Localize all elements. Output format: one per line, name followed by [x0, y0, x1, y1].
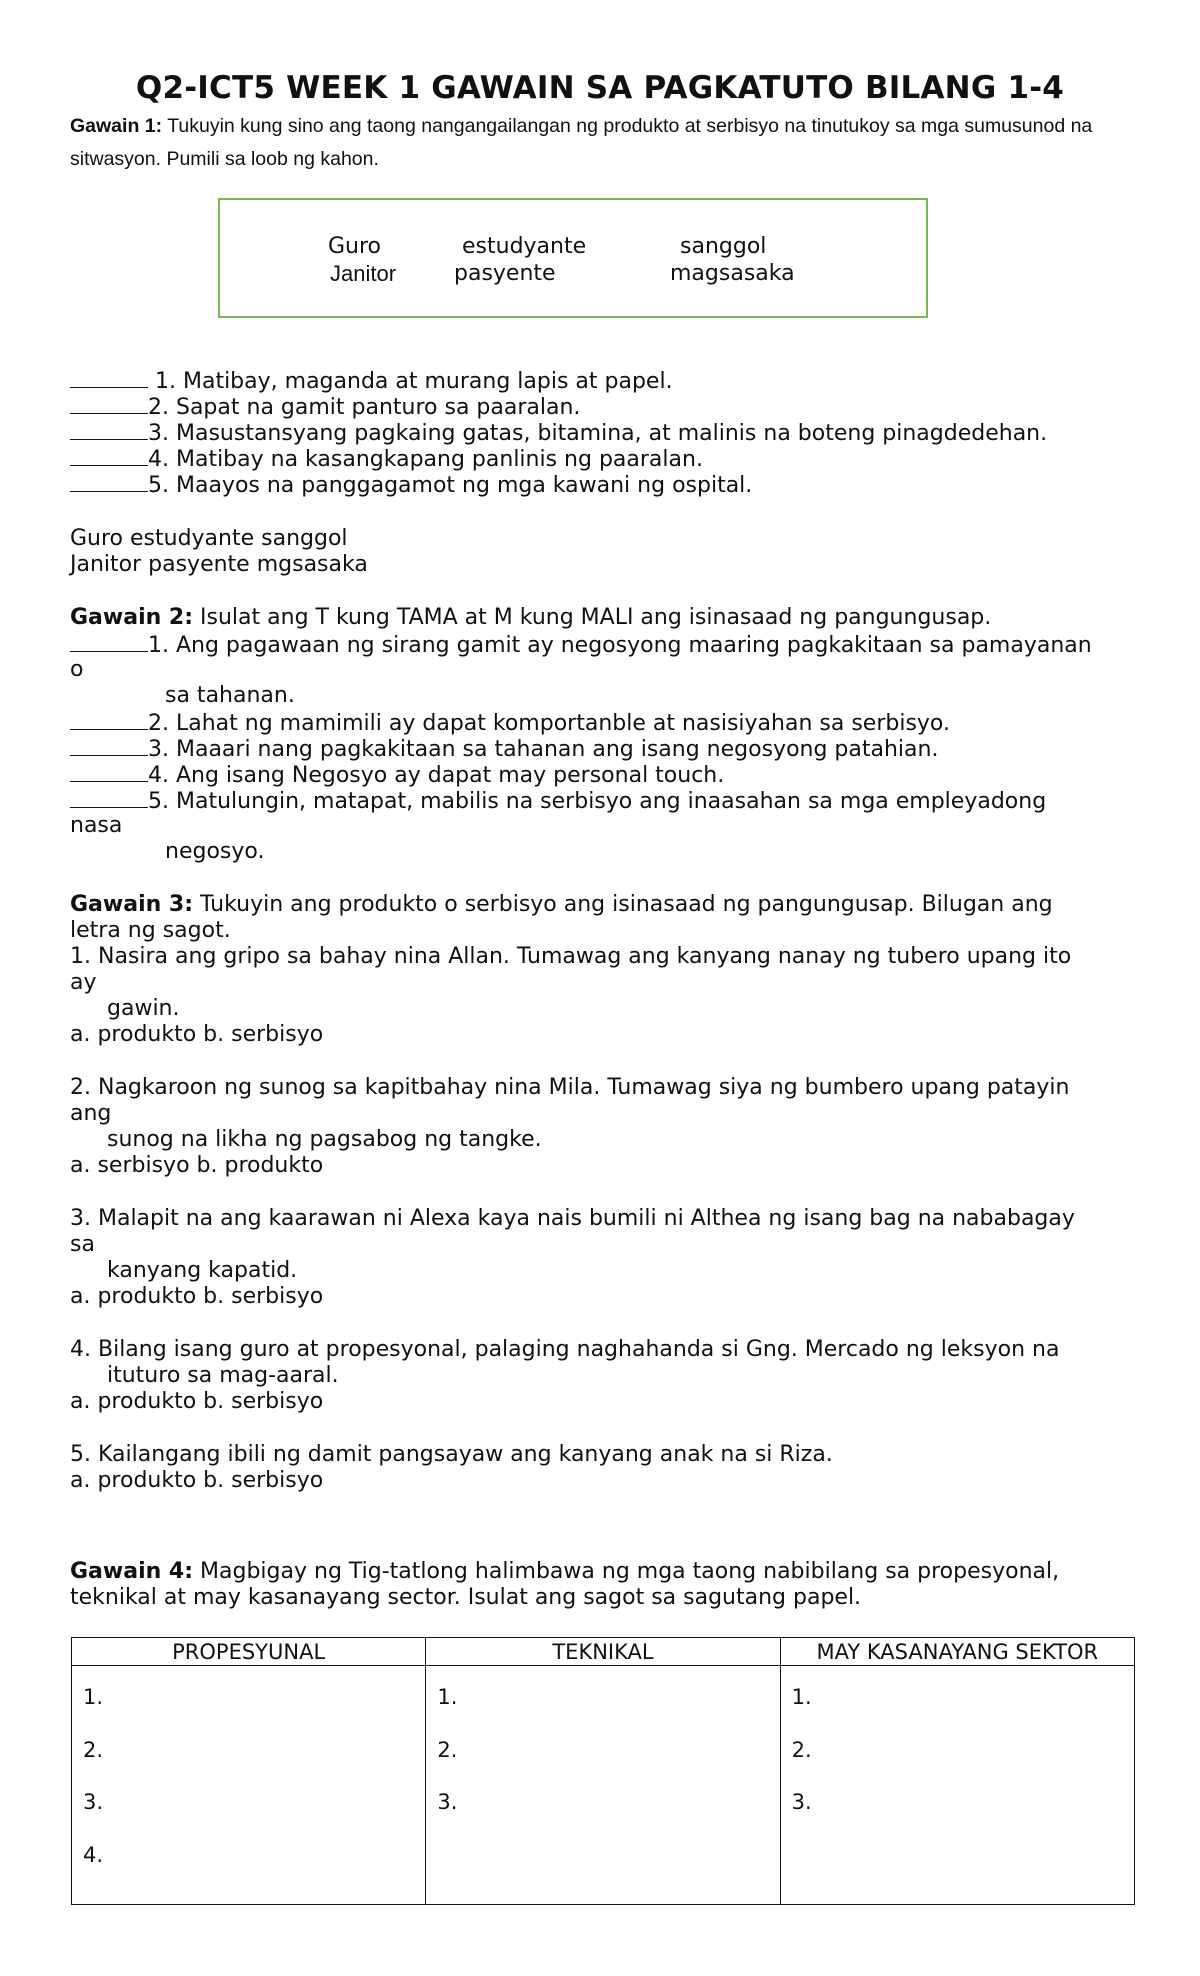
- gawain3-label: Gawain 3:: [70, 892, 194, 917]
- may-kasanayang-sektor-column[interactable]: [780, 1666, 1134, 1905]
- gawain2-instructions: Gawain 2: Isulat ang T kung TAMA at M kung MALI ang isinasaad ng pangungusap.: [70, 605, 992, 630]
- choice-guro: Guro: [328, 234, 382, 259]
- gawain2-item-1-wrap: o: [70, 657, 84, 682]
- gawain3-q5-choices[interactable]: a. produkto b. serbisyo: [70, 1468, 324, 1493]
- list-item: 3.: [83, 1790, 104, 1814]
- list-item: 2.: [83, 1737, 104, 1762]
- answer-blank: [70, 709, 148, 730]
- gawain3-q2-choices[interactable]: a. serbisyo b. produkto: [70, 1153, 324, 1178]
- answer-blank: [70, 631, 148, 652]
- gawain3-q1-choices[interactable]: a. produkto b. serbisyo: [70, 1022, 324, 1047]
- answer-blank: [70, 367, 148, 388]
- gawain3-q3-cont: kanyang kapatid.: [107, 1258, 298, 1283]
- gawain3-q1-cont: gawin.: [107, 996, 180, 1021]
- gawain1-instruction-text: Tukuyin kung sino ang taong nangangailangan ng produkto at serbisyo na tinutukoy sa mga sumusunod na sitwasyon. Pumili sa loob ng kahon.: [70, 115, 1093, 170]
- gawain3-q4-cont: ituturo sa mag-aaral.: [107, 1363, 339, 1388]
- gawain1-item-5: 5. Maayos na panggagamot ng mga kawani ng ospital.: [70, 471, 752, 499]
- gawain3-q3-wrap: sa: [70, 1232, 95, 1257]
- answer-blank: [70, 445, 148, 466]
- gawain3-q1-wrap: ay: [70, 970, 97, 995]
- gawain3-q2-cont: sunog na likha ng pagsabog ng tangke.: [107, 1127, 542, 1152]
- gawain1-item-4: 4. Matibay na kasangkapang panlinis ng paaralan.: [70, 445, 703, 473]
- gawain3-instructions-cont: letra ng sagot.: [70, 918, 231, 943]
- gawain2-item-5: 5. Matulungin, matapat, mabilis na serbisyo ang inaasahan sa mga empleyadong: [70, 787, 1046, 815]
- list-item: 1.: [791, 1685, 812, 1709]
- gawain3-q4: 4. Bilang isang guro at propesyonal, palaging naghahanda si Gng. Mercado ng leksyon na: [70, 1337, 1060, 1362]
- choice-janitor: Janitor: [330, 261, 397, 286]
- gawain3-q4-choices[interactable]: a. produkto b. serbisyo: [70, 1389, 324, 1414]
- list-item: 1.: [437, 1685, 458, 1709]
- gawain2-item-2: 2. Lahat ng mamimili ay dapat komportanble at nasisiyahan sa serbisyo.: [70, 709, 950, 737]
- choice-pasyente: pasyente: [454, 261, 556, 286]
- list-item: 2.: [437, 1737, 458, 1762]
- gawain1-repeat-line-2: Janitor pasyente mgsasaka: [70, 552, 368, 577]
- gawain2-label: Gawain 2:: [70, 605, 194, 630]
- gawain3-q2-wrap: ang: [70, 1101, 112, 1126]
- page-title: Q2-ICT5 WEEK 1 GAWAIN SA PAGKATUTO BILANG 1-4: [135, 70, 1065, 106]
- answer-blank: [70, 471, 148, 492]
- gawain1-repeat-line-1: Guro estudyante sanggol: [70, 526, 348, 551]
- answer-blank: [70, 761, 148, 782]
- choices-box: [218, 198, 928, 318]
- gawain1-item-3: 3. Masustansyang pagkaing gatas, bitamina, at malinis na boteng pinagdedehan.: [70, 419, 1047, 447]
- gawain1-label: Gawain 1:: [70, 115, 163, 137]
- gawain3-q5: 5. Kailangang ibili ng damit pangsayaw ang kanyang anak na si Riza.: [70, 1442, 833, 1467]
- gawain4-table: [71, 1637, 1135, 1905]
- answer-blank: [70, 393, 148, 414]
- list-item: 3.: [791, 1790, 812, 1814]
- answer-blank: [70, 419, 148, 440]
- answer-blank: [70, 735, 148, 756]
- gawain2-item-5-wrap: nasa: [70, 813, 123, 838]
- header-propesyunal: PROPESYUNAL: [72, 1638, 426, 1666]
- gawain3-q3-choices[interactable]: a. produkto b. serbisyo: [70, 1284, 324, 1309]
- gawain1-instructions: [70, 110, 1140, 176]
- gawain1-item-1: 1. Matibay, maganda at murang lapis at papel.: [70, 367, 673, 395]
- gawain4-instructions-cont: teknikal at may kasanayang sector. Isulat ang sagot sa sagutang papel.: [70, 1585, 862, 1610]
- gawain2-item-1-cont: sa tahanan.: [165, 683, 295, 708]
- gawain3-q3: 3. Malapit na ang kaarawan ni Alexa kaya nais bumili ni Althea ng isang bag na nababagay: [70, 1206, 1075, 1231]
- choice-sanggol: sanggol: [680, 234, 767, 259]
- gawain1-item-2: 2. Sapat na gamit panturo sa paaralan.: [70, 393, 580, 421]
- gawain3-q1: 1. Nasira ang gripo sa bahay nina Allan. Tumawag ang kanyang nanay ng tubero upang ito: [70, 944, 1072, 969]
- list-item: 4.: [83, 1842, 104, 1867]
- gawain3-instructions: Gawain 3: Tukuyin ang produkto o serbisyo ang isinasaad ng pangungusap. Bilugan ang: [70, 892, 1053, 917]
- propesyunal-column[interactable]: [72, 1666, 426, 1905]
- gawain3-q2: 2. Nagkaroon ng sunog sa kapitbahay nina Mila. Tumawag siya ng bumbero upang patayin: [70, 1075, 1070, 1100]
- list-item: 2.: [791, 1737, 812, 1762]
- teknikal-column[interactable]: [426, 1666, 780, 1905]
- gawain4-label: Gawain 4:: [70, 1559, 194, 1584]
- header-may-kasanayang-sektor: MAY KASANAYANG SEKTOR: [780, 1638, 1134, 1666]
- header-teknikal: TEKNIKAL: [426, 1638, 780, 1666]
- answer-blank: [70, 787, 148, 808]
- gawain2-item-4: 4. Ang isang Negosyo ay dapat may personal touch.: [70, 761, 724, 789]
- list-item: 3.: [437, 1790, 458, 1814]
- gawain2-item-1: 1. Ang pagawaan ng sirang gamit ay negosyong maaring pagkakitaan sa pamayanan: [70, 631, 1092, 659]
- gawain4-instructions: Gawain 4: Magbigay ng Tig-tatlong halimbawa ng mga taong nabibilang sa propesyonal,: [70, 1559, 1060, 1584]
- gawain2-item-3: 3. Maaari nang pagkakitaan sa tahanan ang isang negosyong patahian.: [70, 735, 938, 763]
- gawain2-item-5-cont: negosyo.: [165, 839, 265, 864]
- choice-magsasaka: magsasaka: [670, 261, 795, 286]
- list-item: 1.: [83, 1685, 104, 1709]
- choice-estudyante: estudyante: [462, 234, 587, 259]
